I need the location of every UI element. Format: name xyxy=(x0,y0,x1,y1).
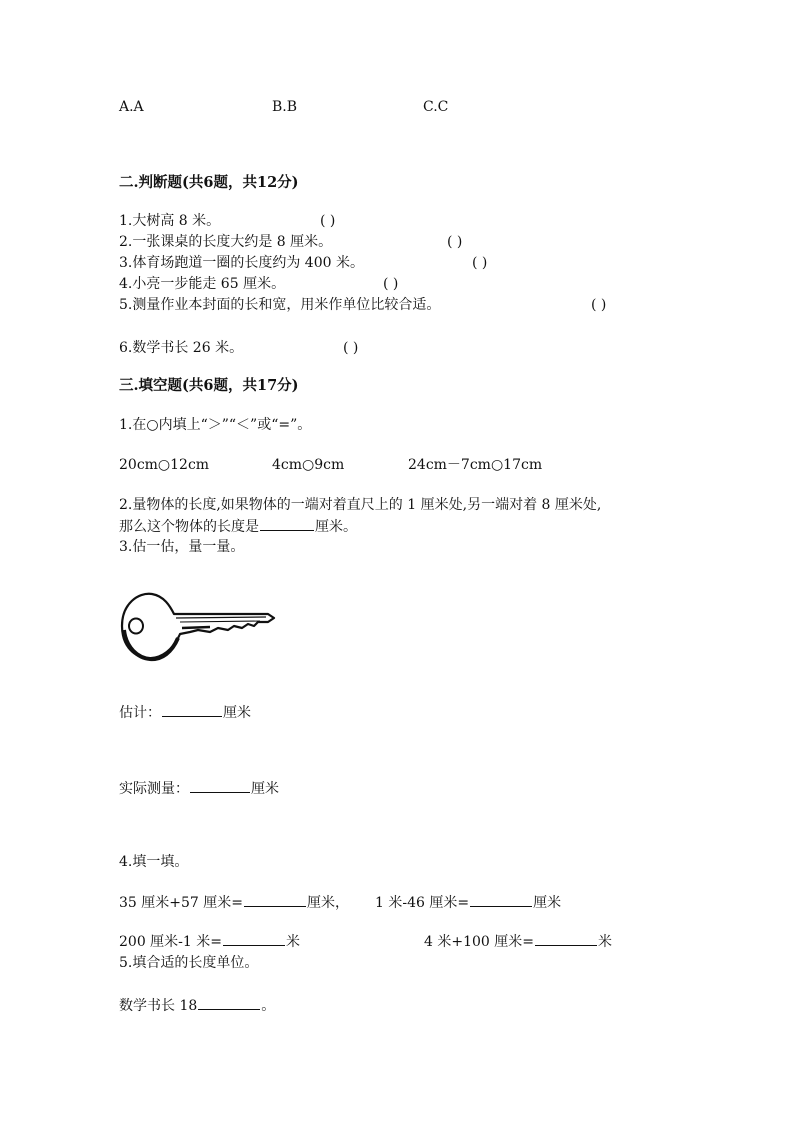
section3-title: 三.填空题(共6题，共17分) xyxy=(119,377,299,394)
q3-estimate xyxy=(119,702,251,723)
q4-d-blank[interactable] xyxy=(535,931,597,946)
judge-item-3: 3.体育场跑道一圈的长度约为 400 米。 xyxy=(119,255,364,271)
q4-a-before: 35 厘米+57 厘米= xyxy=(119,895,243,911)
q3-estimate-unit: 厘米 xyxy=(223,705,251,721)
q2-line1: 2.量物体的长度,如果物体的一端对着直尺上的 1 厘米处,另一端对着 8 厘米处, xyxy=(119,497,602,513)
q5-item-before: 数学书长 18 xyxy=(119,998,198,1014)
judge-item-5: 5.测量作业本封面的长和宽，用米作单位比较合适。 xyxy=(119,297,441,313)
q2-line2-after: 厘米。 xyxy=(315,519,357,535)
q4-item-b xyxy=(375,892,561,913)
q1-compare-3: 24cm－7cm○17cm xyxy=(408,457,543,473)
judge-paren-4: ( ) xyxy=(383,276,399,292)
key-image xyxy=(118,586,278,666)
q4-item-c xyxy=(119,931,300,952)
q5-blank[interactable] xyxy=(198,995,260,1010)
q4-a-blank[interactable] xyxy=(244,892,306,907)
q3-measure xyxy=(119,778,279,799)
q4-b-before: 1 米-46 厘米= xyxy=(375,895,470,911)
judge-paren-3: ( ) xyxy=(472,255,488,271)
judge-item-1: 1.大树高 8 米。 xyxy=(119,213,221,229)
q1-compare-2: 4cm○9cm xyxy=(272,457,345,473)
judge-paren-6: ( ) xyxy=(343,340,359,356)
q1-compare-1: 20cm○12cm xyxy=(119,457,210,473)
q5-prompt: 5.填合适的长度单位。 xyxy=(119,955,259,971)
q3-estimate-label: 估计： xyxy=(119,705,161,721)
judge-item-6: 6.数学书长 26 米。 xyxy=(119,340,244,356)
q4-b-blank[interactable] xyxy=(470,892,532,907)
q3-measure-unit: 厘米 xyxy=(251,781,279,797)
q3-measure-blank[interactable] xyxy=(190,778,250,793)
q4-c-before: 200 厘米-1 米= xyxy=(119,934,222,950)
q3-estimate-blank[interactable] xyxy=(162,702,222,717)
choice-b: B.B xyxy=(272,99,298,115)
choice-c: C.C xyxy=(423,99,449,115)
q5-item xyxy=(119,995,275,1016)
judge-paren-5: ( ) xyxy=(591,297,607,313)
q3-measure-label: 实际测量： xyxy=(119,781,189,797)
q4-c-blank[interactable] xyxy=(223,931,285,946)
q4-prompt: 4.填一填。 xyxy=(119,854,189,870)
q4-d-before: 4 米+100 厘米= xyxy=(424,934,534,950)
q2-line2-before: 那么这个物体的长度是 xyxy=(119,519,259,535)
judge-item-2: 2.一张课桌的长度大约是 8 厘米。 xyxy=(119,234,333,250)
judge-item-4: 4.小亮一步能走 65 厘米。 xyxy=(119,276,286,292)
q2-answer-blank[interactable] xyxy=(260,516,314,531)
q5-item-after: 。 xyxy=(261,998,276,1014)
q4-a-after: 厘米， xyxy=(307,895,349,911)
q1-prompt: 1.在○内填上“＞”“＜”或“=”。 xyxy=(119,417,312,433)
q4-item-a xyxy=(119,892,349,913)
q4-d-after: 米 xyxy=(598,934,612,950)
section2-title: 二.判断题(共6题，共12分) xyxy=(119,174,299,191)
q4-b-after: 厘米 xyxy=(533,895,562,911)
judge-paren-1: ( ) xyxy=(320,213,336,229)
q2-line2 xyxy=(119,516,357,537)
q4-item-d xyxy=(424,931,612,952)
choice-a: A.A xyxy=(119,99,144,115)
q3-prompt: 3.估一估，量一量。 xyxy=(119,539,245,555)
q4-c-after: 米 xyxy=(286,934,300,950)
judge-paren-2: ( ) xyxy=(447,234,463,250)
